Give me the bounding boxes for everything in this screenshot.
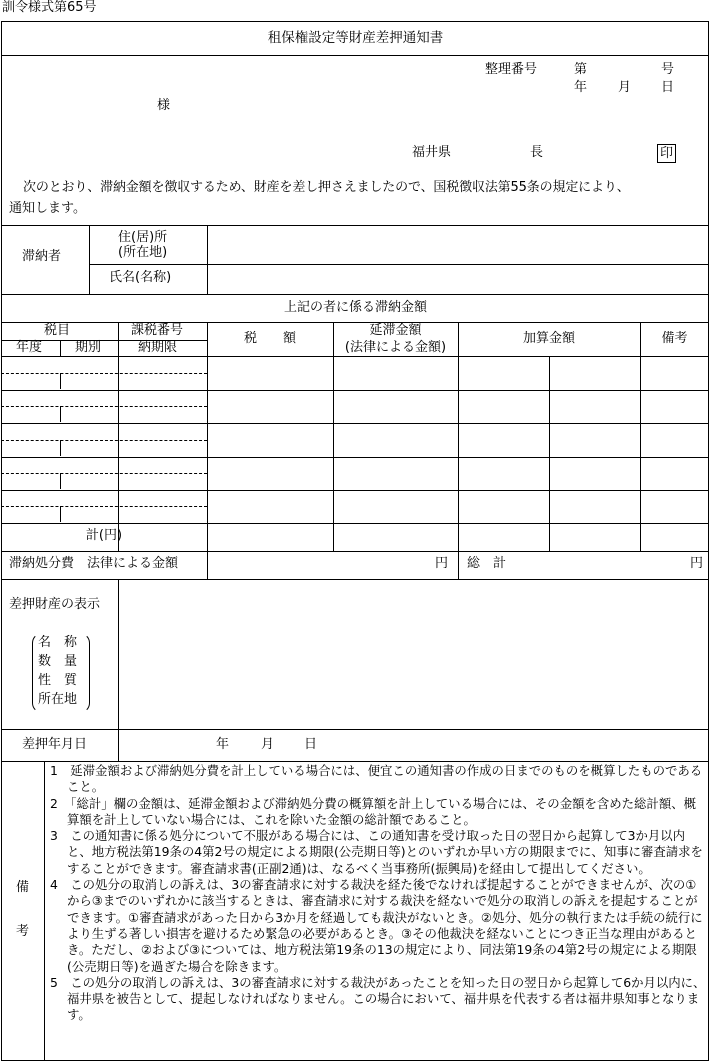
divider — [1, 490, 709, 491]
divider — [207, 225, 208, 294]
divider — [60, 440, 61, 456]
seal-mark: 印 — [657, 144, 676, 163]
total-label: 計(円) — [85, 528, 123, 543]
divider — [60, 340, 61, 356]
note-item-4: 4 この処分の取消しの訴えは、3の審査請求に対する裁決を経た後でなければ提起することができませんが、次の①から③までのいずれかに該当するときは、審査請求に対する裁決を経ないで処分の取消しの訴えを提起することができます。①審査請求があった日から3か月を経過しても裁決がないとき。②処分、処分の執行または手続の続行により生ずる著しい損害を避けるため緊急の必要があるとき。③その他裁決を経ないことにつき正当な理由があるとき。ただし、②および③については、地方税法第19条の13の規定により、同法第19条の4第2号の規定による期限(公売期日等)を過ぎた場合を除きます。 — [50, 877, 703, 974]
divider — [60, 373, 61, 389]
notes-label-2: 考 — [16, 924, 30, 939]
divider — [1, 390, 709, 391]
divider — [458, 322, 459, 579]
divider — [118, 579, 119, 761]
intro-text-line2: 通知します。 — [9, 201, 86, 216]
issue-day-label: 日 — [661, 80, 675, 95]
divider — [549, 356, 550, 551]
header-period: 期別 — [75, 340, 102, 355]
note-item-1: 1 延滞金額および滞納処分費を計上している場合には、便宜この通知書の作成の日までのものを概算したものであること。 — [50, 763, 703, 795]
divider — [89, 225, 90, 294]
name-label: 氏名(名称) — [109, 270, 172, 285]
divider — [1, 225, 709, 226]
seizure-date-label: 差押年月日 — [22, 737, 88, 752]
divider — [1, 551, 709, 552]
property-item-name: 名 称 — [38, 635, 78, 650]
header-additional-amount: 加算金額 — [522, 331, 575, 346]
property-item-location: 所在地 — [38, 692, 78, 707]
divider — [60, 506, 61, 522]
note-item-2: 2 「総計」欄の金額は、延滞金額および滞納処分費の概算額を計上している場合には、その金額を含めた総計額、概算額を計上していない場合には、これを除いた金額の総計額であること。 — [50, 795, 696, 827]
reference-number-label: 整理番号 — [485, 62, 538, 77]
addressee-suffix: 様 — [157, 98, 171, 113]
header-late-fee-note: (法律による金額) — [344, 340, 447, 355]
header-tax-amount: 税 額 — [243, 331, 296, 346]
divider — [1, 440, 207, 441]
document-title: 租保権設定等財産差押通知書 — [267, 30, 444, 46]
divider — [1, 457, 709, 458]
location-label: (所在地) — [118, 245, 168, 260]
property-item-quantity: 数 量 — [38, 654, 78, 669]
number-go: 号 — [661, 62, 675, 77]
divider — [60, 406, 61, 422]
delinquent-label: 滞納者 — [22, 249, 62, 264]
divider — [1, 729, 709, 730]
divider — [1, 506, 207, 507]
intro-text-line1: 次のとおり、滞納金額を徴収するため、財産を差し押さえましたので、国税徴収法第55条の規定により、 — [23, 180, 630, 195]
form-code: 訓令様式第65号 — [2, 0, 97, 15]
divider — [1, 523, 709, 524]
header-due-date: 納期限 — [138, 340, 178, 355]
amounts-section-title: 上記の者に係る滞納金額 — [283, 300, 427, 315]
disposal-fee-yen: 円 — [435, 556, 449, 571]
divider — [1, 322, 709, 323]
grand-total-yen: 円 — [690, 556, 704, 571]
divider — [60, 473, 61, 489]
divider — [1, 406, 207, 407]
header-tax-number: 課税番号 — [131, 323, 184, 338]
divider — [1, 55, 709, 56]
divider — [207, 322, 208, 579]
divider — [44, 761, 45, 1061]
grand-total-label: 総 計 — [467, 556, 507, 571]
header-late-fee: 延滞金額 — [369, 323, 422, 338]
divider — [1, 373, 207, 374]
property-item-nature: 性 質 — [38, 673, 78, 688]
divider — [1, 473, 207, 474]
property-label: 差押財産の表示 — [9, 597, 101, 612]
address-label: 住(居)所 — [118, 230, 168, 245]
divider — [1, 294, 709, 295]
issue-year-label: 年 — [574, 80, 588, 95]
divider — [89, 264, 709, 265]
issuer-prefecture: 福井県 — [412, 145, 452, 160]
seizure-year: 年 — [216, 737, 230, 752]
divider — [1, 423, 709, 424]
notes-list — [50, 763, 706, 1024]
header-fiscal-year: 年度 — [16, 340, 43, 355]
header-remarks: 備考 — [661, 331, 688, 346]
disposal-fee-label: 滞納処分費 法律による金額 — [9, 556, 179, 571]
notes-label-1: 備 — [16, 880, 30, 895]
seizure-month: 月 — [261, 737, 275, 752]
seizure-day: 日 — [304, 737, 318, 752]
number-dai: 第 — [574, 62, 588, 77]
note-item-5: 5 この処分の取消しの訴えは、3の審査請求に対する裁決があったことを知った日の翌日から起算して6か月以内に、福井県を被告として、提起しなければなりません。この場合において、福井県を代表する者は福井県知事となります。 — [50, 974, 706, 1023]
header-tax-item: 税目 — [44, 323, 71, 338]
issue-month-label: 月 — [618, 80, 632, 95]
issuer-chief: 長 — [530, 145, 544, 160]
divider — [1, 356, 709, 357]
divider — [1, 761, 709, 762]
divider — [1, 579, 709, 580]
note-item-3: 3 この通知書に係る処分について不服がある場合には、この通知書を受け取った日の翌日から起算して3か月以内と、地方税法第19条の4第2号の規定による期限(公売期日等)とのいずれか早い方の期限までに、知事に審査請求をすることができます。審査請求書(正副2通)は、なるべく当事務所(振興局)を経由して提出してください。 — [50, 828, 703, 876]
